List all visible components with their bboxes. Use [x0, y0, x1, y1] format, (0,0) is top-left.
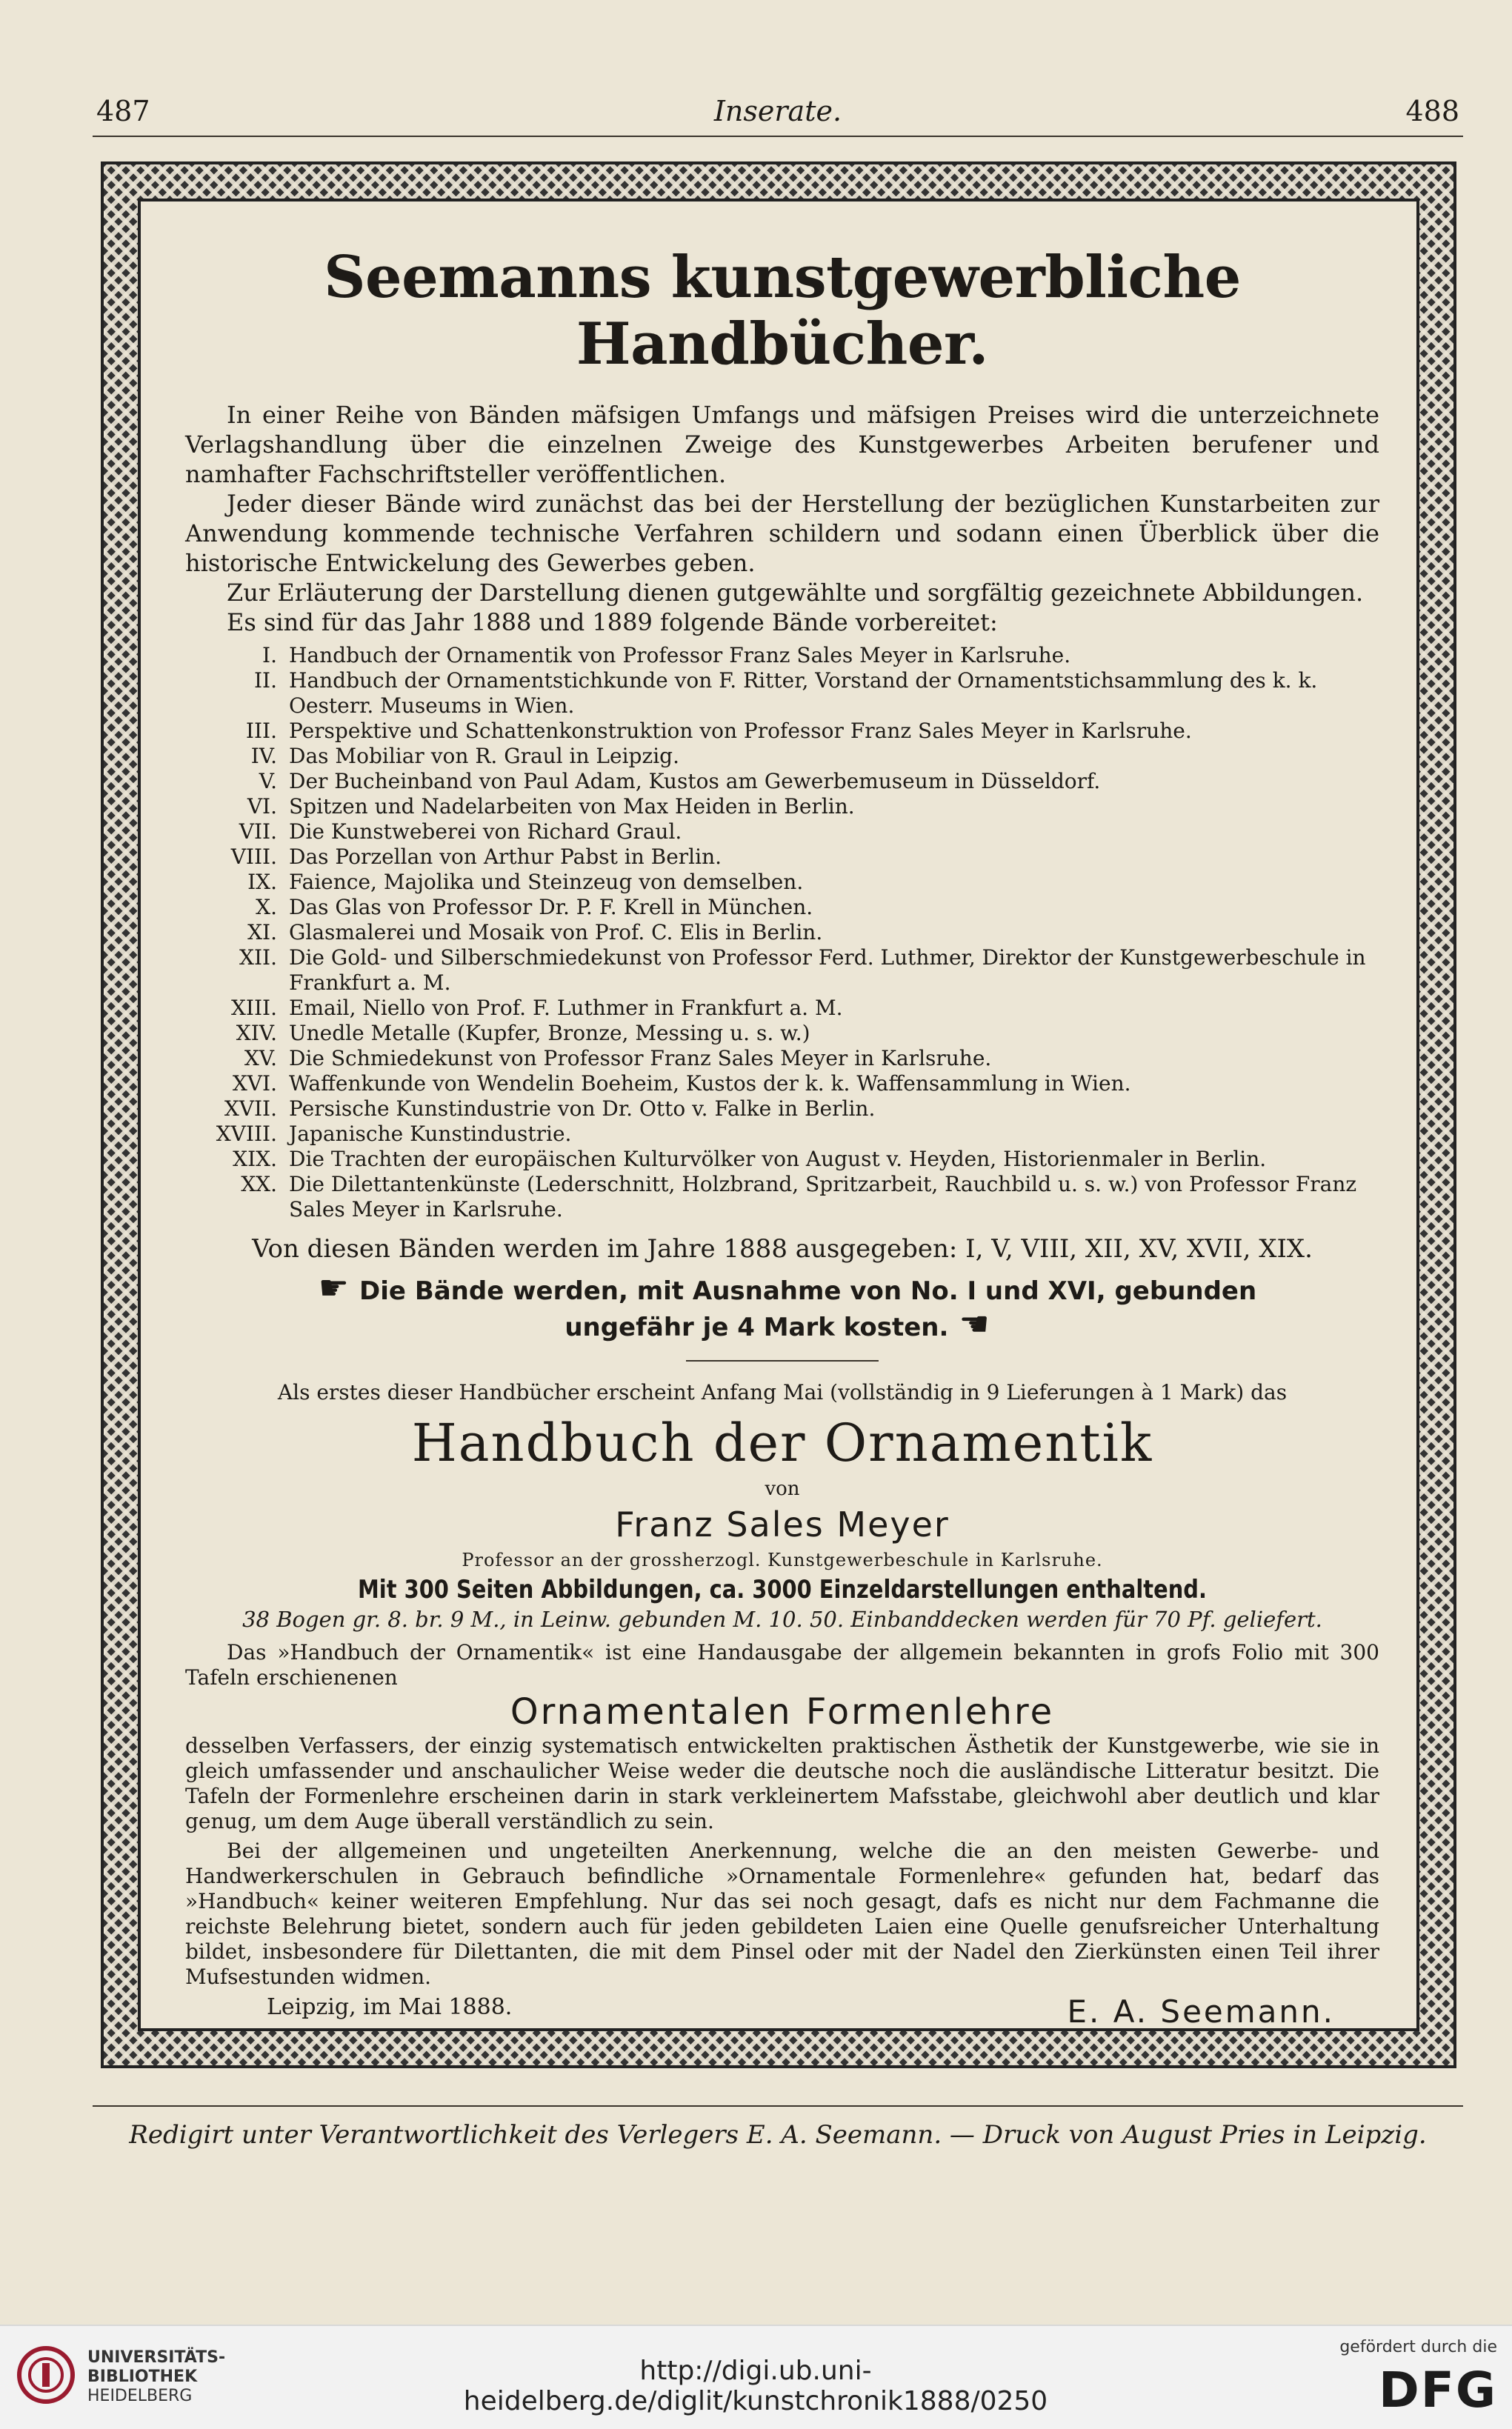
- volume-text: Das Glas von Professor Dr. P. F. Krell in München.: [289, 895, 813, 919]
- volume-list: [185, 643, 1379, 1222]
- price-line-1: Die Bände werden, mit Ausnahme von No. I und XVI, gebunden: [359, 1276, 1257, 1306]
- volume-number: VI.: [247, 794, 277, 819]
- volume-text: Das Mobiliar von R. Graul in Leipzig.: [289, 744, 679, 768]
- permalink[interactable]: http://digi.ub.uni-heidelberg.de/diglit/kunstchronik1888/0250: [463, 2356, 1048, 2416]
- by-label: von: [765, 1478, 800, 1500]
- volume-number: X.: [256, 895, 277, 919]
- announcement: Als erstes dieser Handbücher erscheint Anfang Mai (vollständig in 9 Lieferungen à 1 Mark) das: [277, 1380, 1288, 1405]
- list-item: [185, 1046, 1379, 1071]
- intro-paragraph-4: Es sind für das Jahr 1888 und 1889 folgende Bände vorbereitet:: [227, 608, 998, 636]
- volume-text: Der Bucheinband von Paul Adam, Kustos am Gewerbemuseum in Düsseldorf.: [289, 769, 1101, 793]
- volume-number: VII.: [239, 819, 277, 844]
- pointing-hand-right-icon: ☛: [318, 1267, 350, 1307]
- dfg-logo: DFG: [1378, 2362, 1497, 2419]
- volume-text: Die Gold- und Silberschmiedekunst von Professor Ferd. Luthmer, Direktor der Kunstgewerbeschule in Frankfurt a. M.: [289, 945, 1366, 995]
- list-item: [185, 945, 1379, 996]
- volume-text: Email, Niello von Prof. F. Luthmer in Frankfurt a. M.: [289, 996, 843, 1020]
- list-item: [185, 769, 1379, 794]
- list-item: [185, 1172, 1379, 1222]
- volume-number: II.: [253, 668, 277, 693]
- list-item: [185, 668, 1379, 719]
- list-item: [185, 1096, 1379, 1122]
- ad-title: Seemanns kunstgewerbliche Handbücher.: [324, 244, 1241, 378]
- list-item: [185, 744, 1379, 769]
- volume-text: Handbuch der Ornamentstichkunde von F. Ritter, Vorstand der Ornamentstichsammlung des k. k. Oesterr. Museums in Wien.: [289, 668, 1318, 718]
- volume-number: XII.: [239, 945, 277, 970]
- author-title: Professor an der grossherzogl. Kunstgewerbeschule in Karlsruhe.: [462, 1550, 1103, 1570]
- signature-line: [185, 1993, 1379, 2034]
- list-item: [185, 895, 1379, 920]
- volume-number: I.: [262, 643, 277, 667]
- issued-volumes: Von diesen Bänden werden im Jahre 1888 ausgegeben: I, V, VIII, XII, XV, XVII, XIX.: [252, 1234, 1313, 1264]
- volume-text: Die Kunstweberei von Richard Graul.: [289, 819, 682, 844]
- volume-text: Die Schmiedekunst von Professor Franz Sales Meyer in Karlsruhe.: [289, 1046, 992, 1070]
- volume-number: III.: [245, 719, 277, 743]
- list-item: [185, 1021, 1379, 1046]
- volume-text: Glasmalerei und Mosaik von Prof. C. Elis in Berlin.: [289, 920, 823, 944]
- format-price-line: 38 Bogen gr. 8. br. 9 M., in Leinw. gebunden M. 10. 50. Einbanddecken werden für 70 Pf. geliefert.: [242, 1607, 1322, 1632]
- imprint-line: Redigirt unter Verantwortlichkeit des Verlegers E. A. Seemann. — Druck von August Pries in Leipzig.: [129, 2120, 1427, 2150]
- pointing-hand-left-icon: ☚: [959, 1304, 990, 1344]
- volume-text: Handbuch der Ornamentik von Professor Franz Sales Meyer in Karlsruhe.: [289, 643, 1071, 667]
- list-item: [185, 870, 1379, 895]
- volume-text: Die Trachten der europäischen Kulturvölker von August v. Heyden, Historienmaler in Berlin.: [289, 1147, 1267, 1171]
- place-date: Leipzig, im Mai 1888.: [267, 1994, 513, 2020]
- description-paragraph-3: Bei der allgemeinen und ungeteilten Anerkennung, welche die an den meisten Gewerbe- und Handwerkerschulen in Gebrauch befindliche »Ornamentale Formenlehre« gefunden hat, bedarf das »Handbuch« keiner weiteren Empfehlung. Nur das sei noch gesagt, dafs es nicht nur dem Fachmanne die reichste Belehrung bietet, sondern auch für jeden gebildeten Laien eine Quelle genufsreicher Unterhaltung bildet, insbesondere für Dilettanten, die mit dem Pinsel oder mit der Nadel den Zierkünsten einen Teil ihrer Mufsestunden widmen.: [185, 1839, 1379, 1989]
- description-paragraph-1: Das »Handbuch der Ornamentik« ist eine Handausgabe der allgemein bekannten in grofs Folio mit 300 Tafeln erschienenen: [185, 1640, 1379, 1690]
- book-title: Handbuch der Ornamentik: [411, 1413, 1153, 1473]
- library-name: [87, 2348, 225, 2406]
- formenlehre-title: Ornamentalen Formenlehre: [510, 1691, 1055, 1733]
- library-name-line-2: BIBLIOTHEK: [87, 2368, 198, 2386]
- volume-number: XVII.: [224, 1096, 277, 1121]
- volume-text: Waffenkunde von Wendelin Boeheim, Kustos der k. k. Waffensammlung in Wien.: [289, 1071, 1131, 1096]
- volume-text: Die Dilettantenkünste (Lederschnitt, Holzbrand, Spritzarbeit, Rauchbild u. s. w.) von Professor Franz Sales Meyer in Karlsruhe.: [289, 1172, 1357, 1222]
- volume-text: Perspektive und Schattenkonstruktion von Professor Franz Sales Meyer in Karlsruhe.: [289, 719, 1192, 743]
- page-number-left: 487: [96, 95, 150, 127]
- price-notice: [185, 1267, 1379, 1344]
- list-item: [185, 719, 1379, 744]
- footer-rule: [93, 2105, 1463, 2107]
- volume-number: IV.: [250, 744, 277, 768]
- author-name: Franz Sales Meyer: [615, 1505, 950, 1545]
- volume-number: VIII.: [230, 844, 277, 869]
- list-item: [185, 1122, 1379, 1147]
- volume-text: Faience, Majolika und Steinzeug von demselben.: [289, 870, 804, 894]
- list-item: [185, 643, 1379, 668]
- page-number-right: 488: [1405, 95, 1459, 127]
- list-item: [185, 844, 1379, 870]
- volume-number: XIX.: [233, 1147, 277, 1171]
- volume-number: V.: [259, 769, 277, 793]
- description-paragraph-2: desselben Verfassers, der einzig systematisch entwickelten praktischen Ästhetik der Kunstgewerbe, wie sie in gleich umfassender und anschaulicher Weise weder die deutsche noch die ausländische Litteratur besitzt. Die Tafeln der Formenlehre erscheinen darin in stark verkleinertem Mafsstabe, gleichwohl aber deutlich und klar genug, um dem Auge überall verständlich zu sein.: [185, 1733, 1379, 1833]
- library-name-line-1: UNIVERSITÄTS-: [87, 2348, 226, 2367]
- illustrations-note: Mit 300 Seiten Abbildungen, ca. 3000 Einzeldarstellungen enthaltend.: [358, 1575, 1207, 1605]
- list-item: [185, 920, 1379, 945]
- list-item: [185, 794, 1379, 819]
- volume-number: XVIII.: [216, 1122, 277, 1146]
- advertisement: [185, 244, 1379, 2034]
- volume-number: XIII.: [230, 996, 277, 1020]
- volume-number: XV.: [244, 1046, 277, 1070]
- list-item: [185, 1071, 1379, 1096]
- list-item: [185, 1147, 1379, 1172]
- volume-text: Japanische Kunstindustrie.: [289, 1122, 572, 1146]
- list-item: [185, 996, 1379, 1021]
- university-seal-icon: [16, 2338, 76, 2412]
- page-header: [96, 95, 1459, 132]
- volume-number: XX.: [241, 1172, 277, 1196]
- price-line-2: ungefähr je 4 Mark kosten.: [564, 1313, 949, 1342]
- volume-text: Spitzen und Nadelarbeiten von Max Heiden in Berlin.: [289, 794, 855, 819]
- volume-text: Persische Kunstindustrie von Dr. Otto v. Falke in Berlin.: [289, 1096, 876, 1121]
- intro-paragraph-1: In einer Reihe von Bänden mäfsigen Umfangs und mäfsigen Preises wird die unterzeichnete Verlagshandlung über die einzelnen Zweige des Kunstgewerbes Arbeiten berufener und namhafter Fachschriftsteller veröffentlichen.: [185, 401, 1379, 488]
- volume-number: IX.: [247, 870, 277, 894]
- publisher-name: E. A. Seemann.: [1067, 1993, 1335, 2030]
- divider: [686, 1360, 879, 1362]
- header-rule: [93, 136, 1463, 137]
- volume-text: Unedle Metalle (Kupfer, Bronze, Messing u. s. w.): [289, 1021, 810, 1045]
- volume-number: XIV.: [236, 1021, 277, 1045]
- intro-paragraph-3: Zur Erläuterung der Darstellung dienen gutgewählte und sorgfältig gezeichnete Abbildungen.: [227, 579, 1364, 607]
- volume-number: XVI.: [232, 1071, 277, 1096]
- digitization-footer: [0, 2325, 1512, 2429]
- library-name-line-3: HEIDELBERG: [87, 2387, 193, 2405]
- running-title: Inserate.: [713, 95, 842, 127]
- volume-text: Das Porzellan von Arthur Pabst in Berlin.: [289, 844, 722, 869]
- volume-number: XI.: [247, 920, 277, 944]
- funding-note: gefördert durch die: [1339, 2338, 1497, 2356]
- intro-paragraph-2: Jeder dieser Bände wird zunächst das bei der Herstellung der bezüglichen Kunstarbeiten zur Anwendung kommende technische Verfahren schildern und sodann einen Überblick über die historische Entwickelung des Gewerbes geben.: [185, 490, 1379, 577]
- list-item: [185, 819, 1379, 844]
